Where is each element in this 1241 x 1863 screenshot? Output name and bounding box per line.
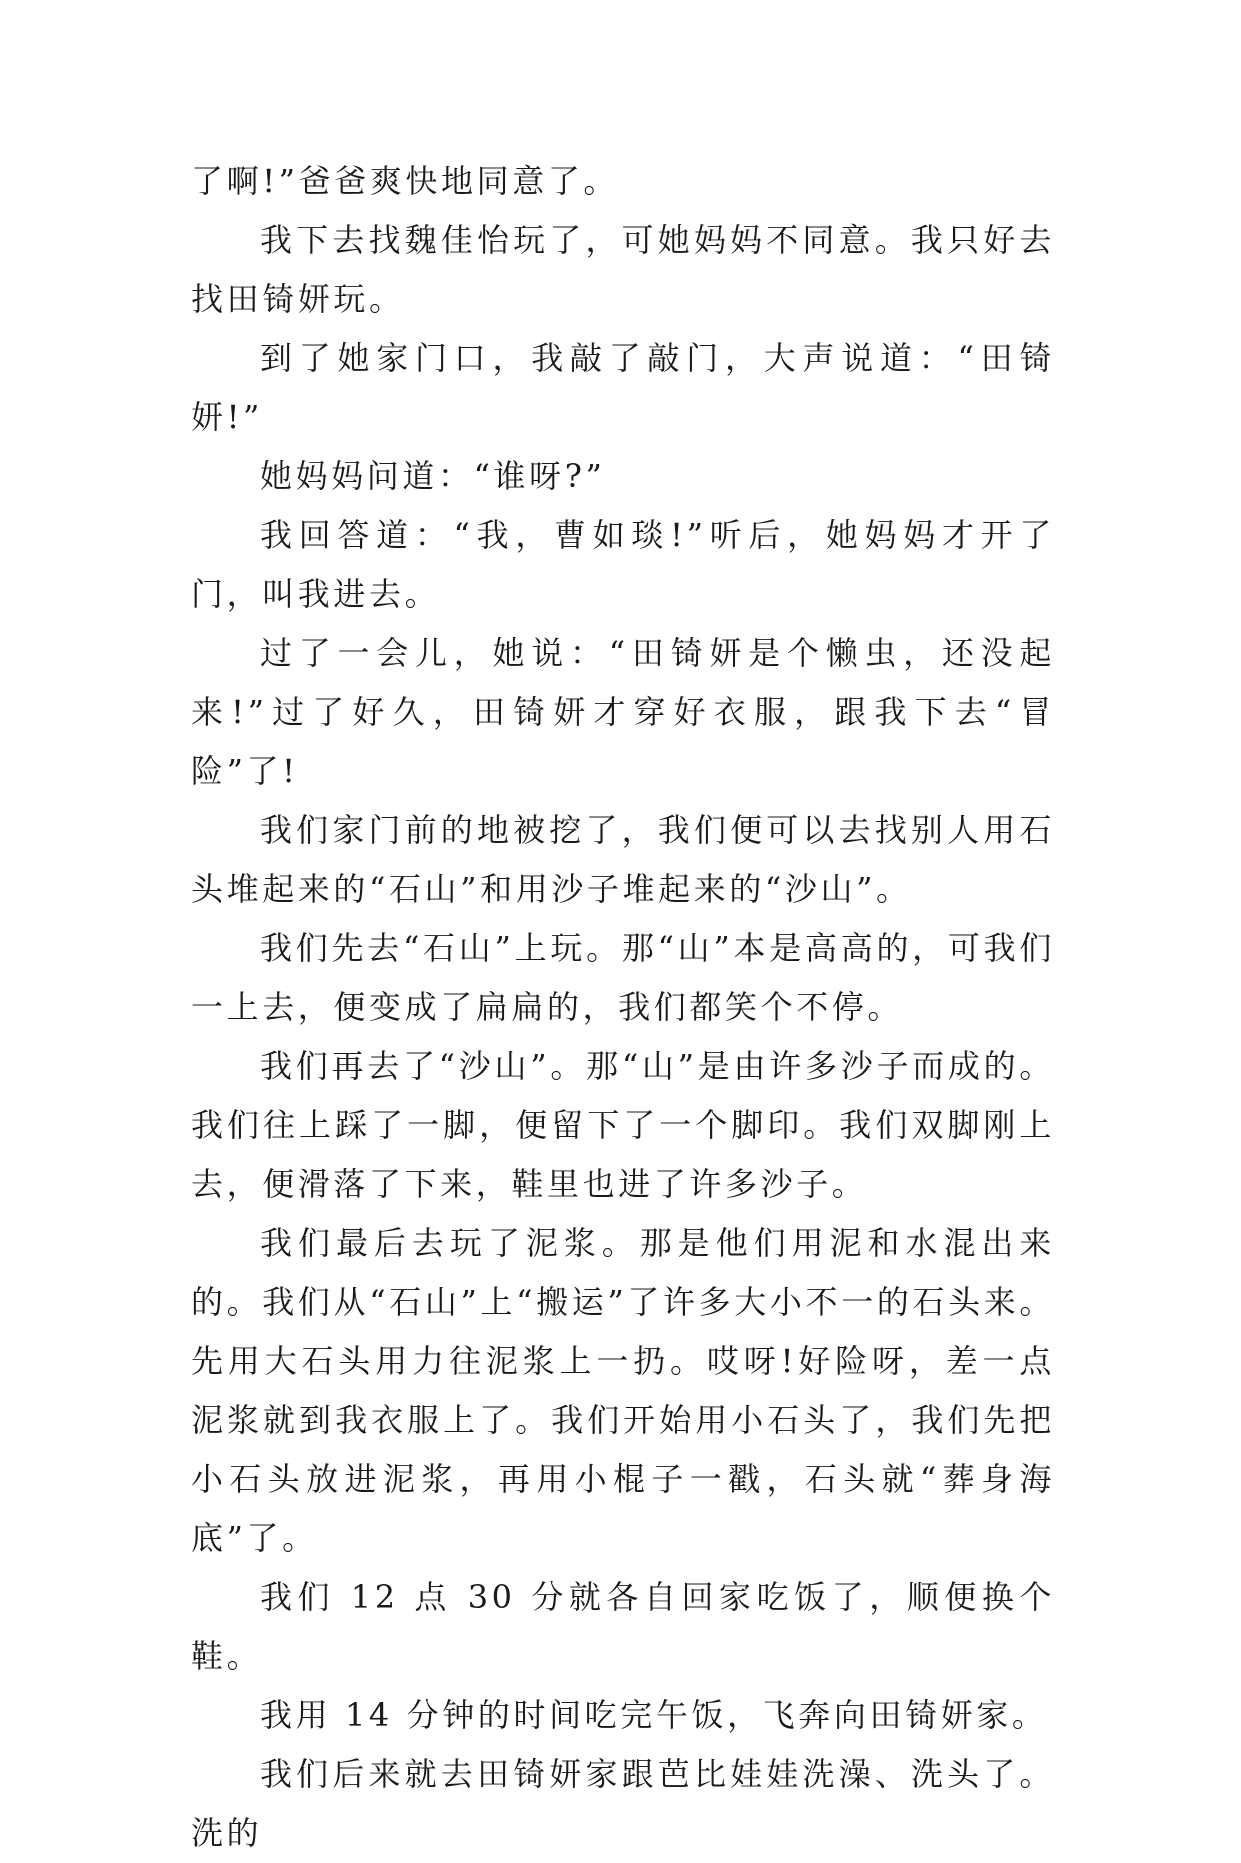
- paragraph: 我们再去了“沙山”。那“山”是由许多沙子而成的。我们往上踩了一脚，便留下了一个脚印。我们双脚刚上去，便滑落了下来，鞋里也进了许多沙子。: [191, 1047, 1055, 1203]
- paragraph: 我们最后去玩了泥浆。那是他们用泥和水混出来的。我们从“石山”上“搬运”了许多大小不一的石头来。先用大石头用力往泥浆上一扔。哎呀!好险呀，差一点泥浆就到我衣服上了。我们开始用小石头了，我们先把小石头放进泥浆，再用小棍子一戳，石头就“葬身海底”了。: [191, 1224, 1055, 1557]
- paragraph: 我用 14 分钟的时间吃完午饭，飞奔向田锜妍家。: [260, 1696, 1048, 1734]
- paragraph: 过了一会儿，她说：“田锜妍是个懒虫，还没起来!”过了好久，田锜妍才穿好衣服，跟我下去“冒险”了!: [191, 634, 1055, 790]
- paragraph: 她妈妈问道：“谁呀?”: [260, 457, 606, 495]
- document-body: [191, 152, 1055, 1863]
- paragraph: 我们 12 点 30 分就各自回家吃饭了，顺便换个鞋。: [191, 1578, 1055, 1675]
- paragraph: 我们家门前的地被挖了，我们便可以去找别人用石头堆起来的“石山”和用沙子堆起来的“沙山”。: [191, 811, 1055, 908]
- paragraph: 到了她家门口，我敲了敲门，大声说道：“田锜妍!”: [191, 339, 1055, 436]
- paragraph: 我们先去“石山”上玩。那“山”本是高高的，可我们一上去，便变成了扁扁的，我们都笑个不停。: [191, 929, 1055, 1026]
- paragraph: 我回答道：“我，曹如琰!”听后，她妈妈才开了门，叫我进去。: [191, 516, 1055, 613]
- paragraph: 我们后来就去田锜妍家跟芭比娃娃洗澡、洗头了。洗的: [191, 1755, 1055, 1852]
- paragraph: 我下去找魏佳怡玩了，可她妈妈不同意。我只好去找田锜妍玩。: [191, 221, 1055, 318]
- paragraph: 了啊!”爸爸爽快地同意了。: [191, 162, 620, 200]
